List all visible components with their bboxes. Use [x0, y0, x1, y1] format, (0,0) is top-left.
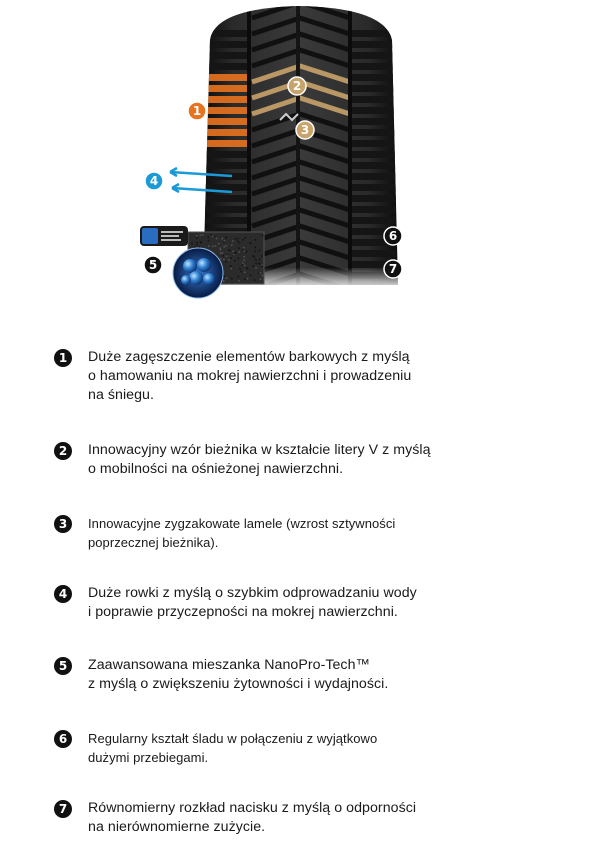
feature-description: Duże rowki z myślą o szybkim odprowadzaniu wody i poprawie przyczepności na mokrej nawierzchni. — [88, 585, 417, 620]
feature-description: Regularny kształt śladu w połączeniu z wyjątkowo dużymi przebiegami. — [88, 731, 378, 765]
svg-text:2: 2 — [292, 79, 302, 93]
feature-number-badge: 3 — [54, 515, 72, 533]
svg-text:3: 3 — [300, 123, 310, 137]
feature-description: Zaawansowana mieszanka NanoPro-Tech™ z myślą o zwiększeniu żytowności i wydajności. — [88, 657, 389, 692]
feature-description: Innowacyjny wzór bieżnika w kształcie litery V z myślą o mobilności na ośnieżonej nawierzchni. — [88, 442, 431, 477]
feature-number-badge: 6 — [54, 730, 72, 748]
feature-number-badge: 5 — [54, 657, 72, 675]
feature-number-badge: 1 — [54, 349, 72, 367]
feature-number-badge: 7 — [54, 800, 72, 818]
svg-text:5: 5 — [148, 258, 158, 272]
feature-number-badge: 2 — [54, 442, 72, 460]
svg-text:7: 7 — [388, 262, 398, 276]
svg-text:4: 4 — [149, 174, 159, 188]
feature-number-badge: 4 — [54, 585, 72, 603]
feature-description: Duże zagęszczenie elementów barkowych z myślą o hamowaniu na mokrej nawierzchni i prowadzeniu na śniegu. — [88, 349, 412, 403]
feature-description: Innowacyjne zygzakowate lamele (wzrost sztywności poprzecznej bieżnika). — [88, 516, 396, 550]
svg-text:1: 1 — [192, 104, 202, 118]
feature-description: Równomierny rozkład nacisku z myślą o odporności na nierównomierne zużycie. — [88, 800, 417, 835]
svg-text:6: 6 — [388, 229, 398, 243]
